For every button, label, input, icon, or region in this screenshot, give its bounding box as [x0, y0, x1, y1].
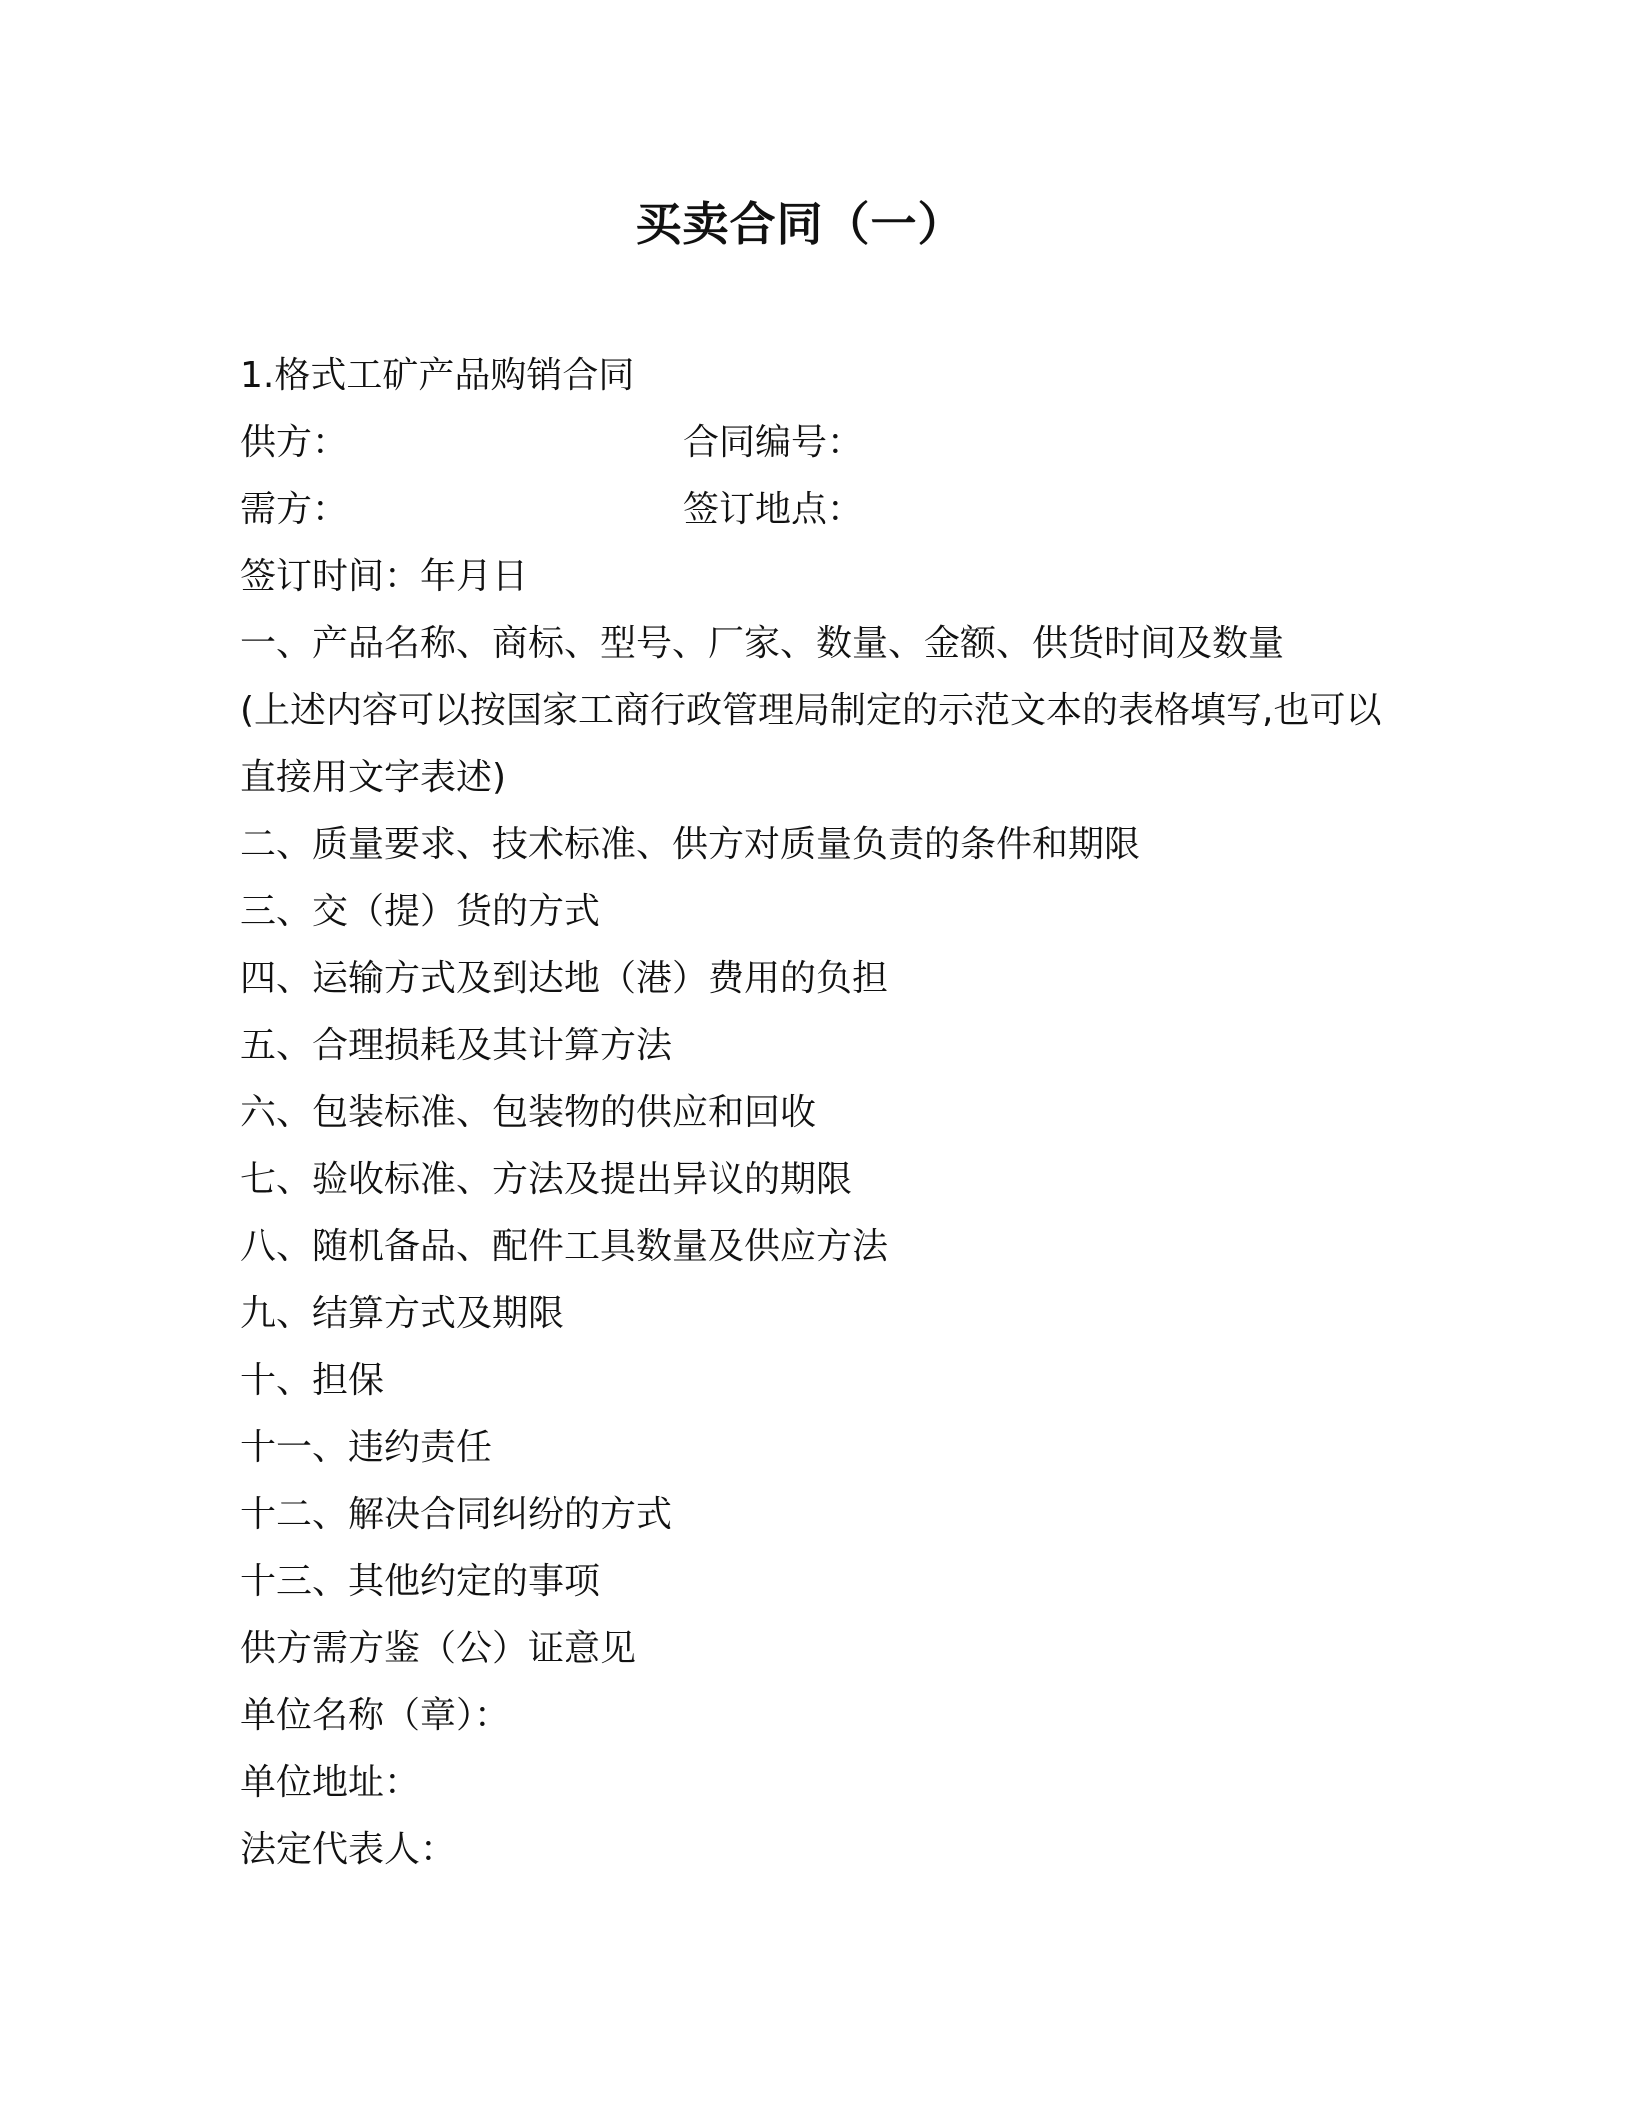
- buyer-row: [240, 476, 1400, 543]
- contract-subtitle: 1.格式工矿产品购销合同: [240, 355, 635, 396]
- supplier-row: [240, 409, 1400, 476]
- clause-12: 十二、解决合同纠纷的方式: [240, 1494, 673, 1535]
- document-body: [240, 342, 1400, 1883]
- clause-1: 一、产品名称、商标、型号、厂家、数量、金额、供货时间及数量: [240, 623, 1285, 664]
- clause-10: 十、担保: [240, 1360, 385, 1401]
- unit-name-label: 单位名称（章）：: [240, 1695, 511, 1736]
- document-title: 买卖合同（一）: [635, 197, 965, 251]
- clause-2: 二、质量要求、技术标准、供方对质量负责的条件和期限: [240, 824, 1141, 865]
- clause-13: 十三、其他约定的事项: [240, 1561, 601, 1602]
- endorsement-label: 供方需方鉴（公）证意见: [240, 1628, 637, 1669]
- clause-3: 三、交（提）货的方式: [240, 891, 601, 932]
- clause-7: 七、验收标准、方法及提出异议的期限: [240, 1159, 853, 1200]
- contract-number-label: 合同编号：: [683, 422, 864, 463]
- clause-9: 九、结算方式及期限: [240, 1293, 565, 1334]
- clause-4: 四、运输方式及到达地（港）费用的负担: [240, 958, 889, 999]
- unit-address-label: 单位地址：: [240, 1762, 421, 1803]
- clause-8: 八、随机备品、配件工具数量及供应方法: [240, 1226, 889, 1267]
- sign-place-label: 签订地点：: [683, 489, 864, 530]
- supplier-label: 供方：: [240, 422, 349, 463]
- clause-6: 六、包装标准、包装物的供应和回收: [240, 1092, 817, 1133]
- clause-1-note: (上述内容可以按国家工商行政管理局制定的示范文本的表格填写,也可以直接用文字表述): [240, 690, 1382, 798]
- clause-5: 五、合理损耗及其计算方法: [240, 1025, 673, 1066]
- buyer-label: 需方：: [240, 489, 349, 530]
- legal-representative-label: 法定代表人：: [240, 1829, 457, 1870]
- clause-11: 十一、违约责任: [240, 1427, 493, 1468]
- sign-time-label: 签订时间：年月日: [240, 556, 529, 597]
